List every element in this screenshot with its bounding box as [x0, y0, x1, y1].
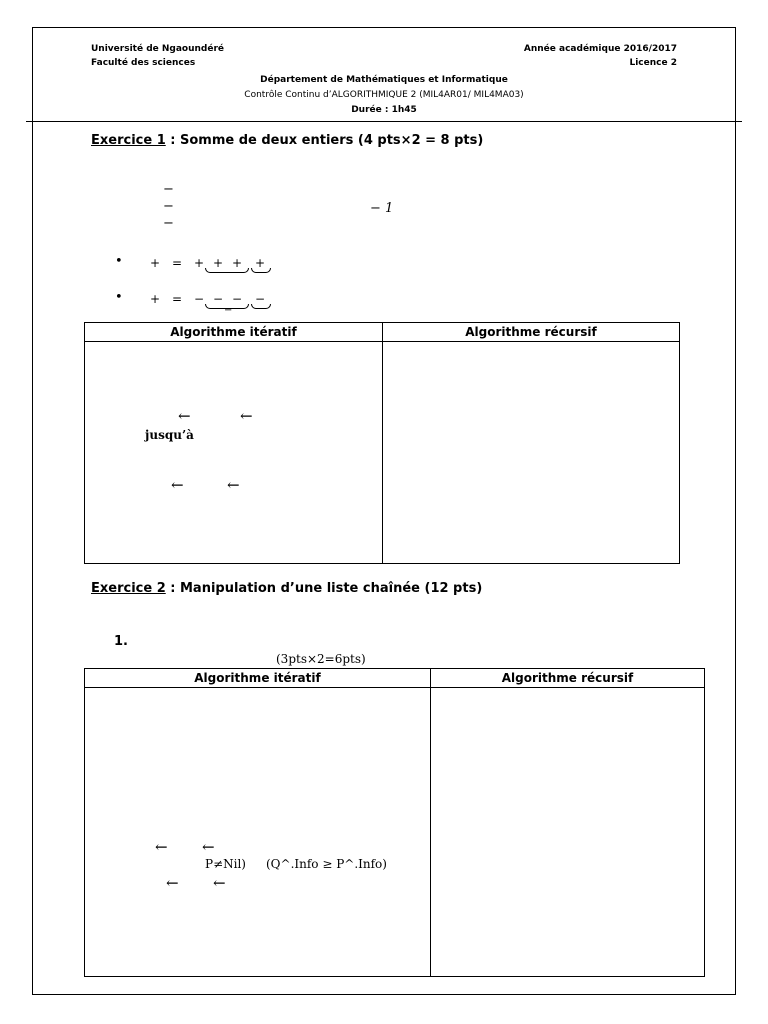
exercise2-heading: : Manipulation d’une liste chaînée (12 pts) — [165, 581, 483, 596]
exercise2-table — [84, 668, 705, 977]
until-keyword: jusqu’à — [145, 428, 194, 442]
exam-title: Contrôle Continu d’ALGORITHMIQUE 2 (MIL4AR01/ MIL4MA03) — [244, 90, 524, 100]
formula1-plus-b: + — [213, 256, 224, 270]
exercise1-iterative-cell — [85, 342, 383, 564]
bullet-1: • — [115, 254, 123, 269]
assign-arrow-3: ← — [171, 476, 184, 494]
level: Licence 2 — [629, 58, 677, 68]
exercise2-recursive-cell — [431, 688, 705, 977]
exercise2-col-iterative: Algorithme itératif — [85, 669, 431, 688]
question-1-points: (3pts×2=6pts) — [276, 652, 366, 666]
assign-arrow-7: ← — [166, 874, 179, 892]
bullet-2: • — [115, 290, 123, 305]
assign-arrow-2: ← — [240, 407, 253, 425]
assign-arrow-5: ← — [155, 838, 168, 856]
exercise1-recursive-cell — [383, 342, 680, 564]
exercise1-col-recursive: Algorithme récursif — [383, 323, 680, 342]
department: Département de Mathématiques et Informatique — [260, 75, 508, 85]
formula2-equals: = — [172, 292, 183, 306]
assign-arrow-8: ← — [213, 874, 226, 892]
underbrace-1a — [205, 268, 249, 273]
dash-1: − — [163, 182, 174, 197]
formula1-plus-d: + — [255, 256, 266, 270]
formula2-minus-d: − — [255, 292, 266, 306]
condition-info-compare: (Q^.Info ≥ P^.Info) — [266, 857, 387, 871]
exercise1-table — [84, 322, 680, 564]
formula2-minus-b: − — [213, 292, 224, 306]
exercise1-col-iterative: Algorithme itératif — [85, 323, 383, 342]
formula1-plus: + — [150, 256, 161, 270]
assign-arrow-4: ← — [227, 476, 240, 494]
condition-p-not-nil: P≠Nil) — [205, 857, 246, 871]
academic-year: Année académique 2016/2017 — [523, 44, 677, 54]
header-divider — [26, 121, 742, 122]
exercise2-label: Exercice 2 — [91, 581, 166, 596]
exercise2-title — [91, 581, 482, 596]
exercise2-iterative-cell — [85, 688, 431, 977]
university-name: Université de Ngaoundéré — [91, 44, 225, 54]
formula1-equals: = — [172, 256, 183, 270]
duration: Durée : 1h45 — [351, 105, 417, 115]
faculty-name: Faculté des sciences — [91, 58, 196, 68]
question-1-number: 1. — [114, 634, 128, 649]
dash-3: − — [163, 216, 174, 231]
exercise2-col-recursive: Algorithme récursif — [431, 669, 705, 688]
assign-arrow-1: ← — [178, 407, 191, 425]
formula2-minus-c: − — [232, 292, 243, 306]
assign-arrow-6: ← — [202, 838, 215, 856]
underbrace-1b — [251, 268, 271, 273]
formula2-minus-a: − — [194, 292, 205, 306]
formula1-plus-a: + — [194, 256, 205, 270]
formula2-minus-sub: − — [224, 305, 233, 316]
formula1-plus-c: + — [232, 256, 243, 270]
exercise1-label: Exercice 1 — [91, 133, 166, 148]
dash-2: − — [163, 199, 174, 214]
formula2-plus: + — [150, 292, 161, 306]
minus-one: − 1 — [370, 201, 394, 216]
underbrace-2b — [251, 304, 271, 309]
exercise1-heading: : Somme de deux entiers (4 pts×2 = 8 pts) — [165, 133, 484, 148]
exercise1-title — [91, 133, 483, 148]
